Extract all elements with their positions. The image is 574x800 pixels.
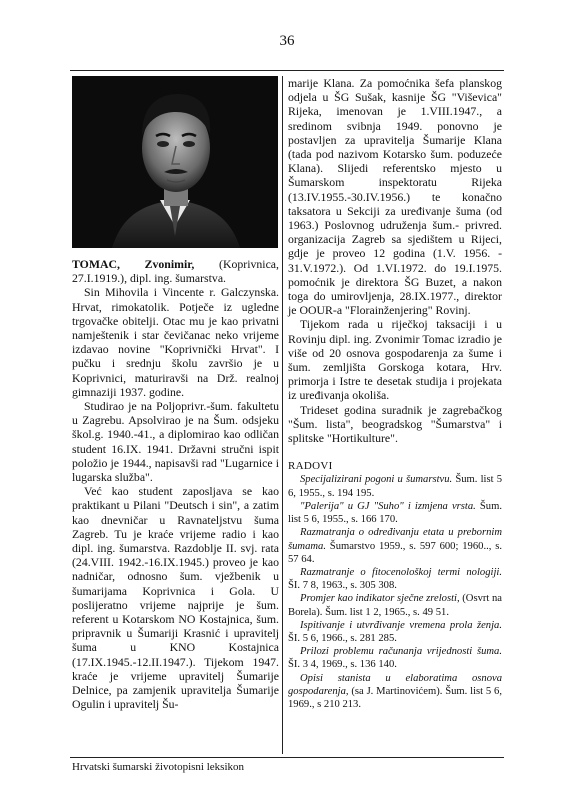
top-rule: [70, 70, 504, 71]
radovi-heading: RADOVI: [288, 460, 333, 473]
paragraph-career: Već kao student zaposljava se kao praktikant u Pilani "Deutsch i sin", a zatim kao dnevničar u Ravnateljstvu šuma Zagreb. Tu je kraće vrijeme radio i kao dipl. ing. šumarstva. Razdoblje II. svj. rata (24.VIII. 1942.-16.IX.1945.) proveo je kao nadničar, odnosno šum. vježbenik u šumarijama Koprivnica i Gola. U poslijeratno vrijeme najprije je šum. referent u Kotarskom NO Kostajnica, šum. pripravnik u Šumariji Krasnić i upravitelj šuma u KNO Kostajnica (17.IX.1945.-12.II.1947.). Tijekom 1947. kraće je vrijeme upravitelj Šumarije Delnice, pa zamjenik upravitelja Šumarije Ogulin i upravitelj Šu-: [72, 484, 279, 712]
reference-item: Promjer kao indikator sječne zrelosti, (Osvrt na Borela). Šum. list 1 2, 1965., s. 49 51.: [288, 593, 502, 618]
page-number: 36: [279, 33, 295, 49]
reference-item: Razmatranja o određivanju etata u prebornim šumama. Šumarstvo 1959., s. 597 600; 1960.., s. 57 64.: [288, 527, 502, 565]
bottom-rule: [70, 757, 504, 758]
paragraph-collab: Trideset godina suradnik je zagrebačkog "Šum. lista", beogradskog "Šumarstva" i splitske "Hortikulture".: [288, 402, 502, 446]
entry-intro: (Koprivnica, 27.I.1919.), dipl. ing. šumarstva.: [72, 257, 279, 286]
paragraph-work: Tijekom rada u riječkoj taksaciji i u Rovinju dipl. ing. Zvonimir Tomac izradio je više od 20 osnova gospodarenja za šume i šum. zemljišta Gorskoga kotara, Hrv. primorja i Istre te desetak studija i projekata iz uređivanja okoliša.: [288, 317, 502, 403]
reference-item: Prilozi problemu računanja vrijednosti šuma. ŠI. 3 4, 1969., s. 136 140.: [288, 646, 502, 671]
reference-item: Ispitivanje i utvrđivanje vremena prola ženja. ŠI. 5 6, 1966., s. 281 285.: [288, 619, 502, 644]
reference-item: Opisi stanista u elaboratima osnova gospodarenja, (sa J. Martinovićem). Šum. list 5 6, 1969., s 210 213.: [288, 672, 502, 710]
portrait-image: [72, 76, 278, 248]
paragraph-career-cont: marije Klana. Za pomoćnika šefa planskog odjela u ŠG Sušak, kasnije ŠG "Viševica" Rijeka, imenovan je 1.VIII.1947., a sredinom svibnja 1949. ponovno je postavljen za upravitelja Šumarije Klana (tada pod nazivom Kotarsko šum. poduzeće Klana). Slijedi referentsko mjesto u Šumarskom inspektoratu Rijeka (13.IV.1955.-30.IV.1956.) te konačno taksatora u Sekciji za uređivanje šuma (od 1963.) Poslovnog udruženja šum.- privred. organizacija Zagreb sa sjedištem u Rijeci, gdje je proveo 12 godina (1.V. 1956. - 31.V.1972.). Od 1.VI.1972. do 19.I.1975. pomoćnik je direktora ŠG Buzet, a nakon toga do umirovljenja, 28.IX.1977., direktor je OOUR-a "Florainženjering" Rovinj.: [288, 76, 502, 318]
paragraph-studies: Studirao je na Poljoprivr.-šum. fakultetu u Zagrebu. Apsolvirao je na Šum. odsjeku škol.g. 1940.-41., a diplomirao kao odličan student 16.IX. 1941. Državni stručni ispit položio je 1944., napisavši rad "Lugarnice i lugarska služba".: [72, 399, 279, 485]
reference-item: Specijalizirani pogoni u šumarstvu. Šum. list 5 6, 1955., s. 194 195.: [288, 474, 502, 499]
portrait-photo: [72, 76, 278, 248]
entry-name: TOMAC, Zvonimir,: [72, 257, 195, 271]
right-column: [288, 76, 502, 711]
column-divider: [282, 76, 283, 754]
paragraph-origin: Sin Mihovila i Vincente r. Galczynska. Hrvat, rimokatolik. Potječe iz ugledne trgovačke obitelji. Otac mu je kao privatni namještenik i star čevičanac neko vrijeme izdavao novine "Koprivnički Hrvat". I pučku i srednju školu završio je u Koprivnici, maturiravši na Drž. realnoj gimnaziji 1937. godine.: [72, 285, 279, 399]
reference-item: Razmatranje o fitocenološkoj termi nologiji. ŠI. 7 8, 1963., s. 305 308.: [288, 566, 502, 592]
left-column: [72, 257, 279, 712]
entry-head: [72, 257, 279, 285]
footer-title: Hrvatski šumarski životopisni leksikon: [72, 761, 245, 773]
reference-item: "Palerija" u GJ "Suho" i izmjena vrsta. Šum. list 5 6, 1955., s. 166 170.: [288, 500, 502, 526]
